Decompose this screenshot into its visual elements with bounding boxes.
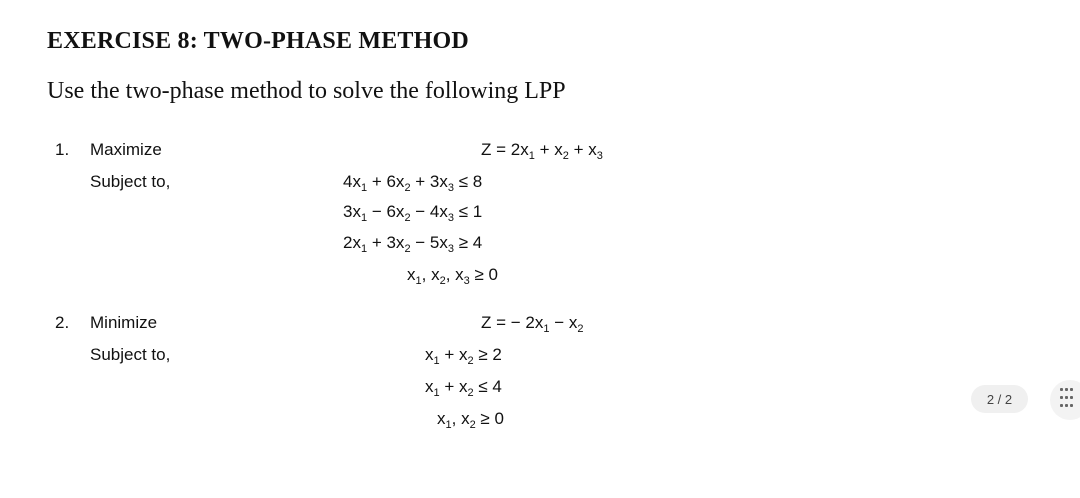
problem-1-number: 1. xyxy=(55,140,70,159)
problem-2-constraint-3: $x_1$, $x_2 \ge 0$ xyxy=(437,409,504,431)
problem-2-constraint-2: $x_1 + x_2 \le 4$ xyxy=(425,377,502,399)
problem-1-constraint-3: $2x_1 + 3x_2 - 5x_3 \ge 4$ xyxy=(343,233,483,255)
problem-2-type: Minimize xyxy=(90,313,158,332)
problem-2-number: 2. xyxy=(55,313,70,332)
problem-1-type: Maximize xyxy=(90,140,162,159)
problem-1-constraint-1: $4x_1 + 6x_2 + 3x_3 \le 8$ xyxy=(343,172,483,194)
page-indicator: 2 / 2 xyxy=(971,385,1028,413)
intro-text: Use the two-phase method to solve the following LPP xyxy=(47,78,566,104)
problem-1-subject: Subject to, xyxy=(90,172,171,191)
problem-1-objective: $Z = 2x_1 + x_2 + x_3$ xyxy=(481,140,603,162)
problem-1-constraint-2: $3x_1 - 6x_2 - 4x_3 \le 1$ xyxy=(343,202,483,224)
problem-2-objective: Z = − $2x_1 - x_2$ xyxy=(481,313,584,335)
problem-2-constraint-1: $x_1 + x_2 \ge 2$ xyxy=(425,345,502,367)
more-options-icon[interactable] xyxy=(1060,388,1074,410)
problem-2-subject: Subject to, xyxy=(90,345,171,364)
page-title: EXERCISE 8: TWO-PHASE METHOD xyxy=(47,28,469,54)
problem-1-constraint-4: $x_1$, $x_2$, $x_3 \ge 0$ xyxy=(407,265,499,287)
